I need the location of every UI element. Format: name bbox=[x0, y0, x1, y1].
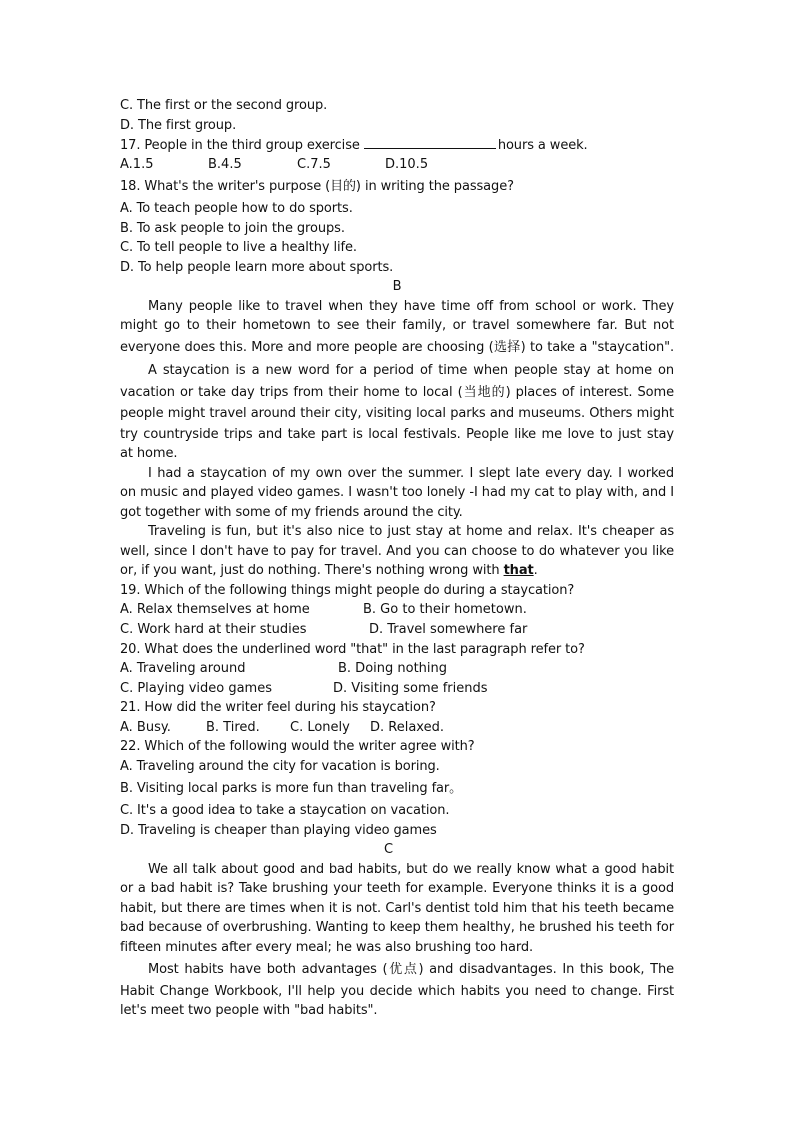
underlined-word-that: that bbox=[503, 563, 534, 578]
q17-option-a: A.1.5 bbox=[120, 157, 154, 172]
passage-c-p2-line: let's meet two people with "bad habits". bbox=[120, 1003, 378, 1018]
passage-b-p4-line: well, since I don't have to pay for travel. And you can choose to do whatever you like bbox=[120, 544, 674, 559]
q18-option-a: A. To teach people how to do sports. bbox=[120, 201, 353, 216]
q21-option-a: A. Busy. bbox=[120, 720, 171, 735]
q20-option-c: C. Playing video games bbox=[120, 681, 272, 696]
q16-option-d: D. The first group. bbox=[120, 118, 237, 133]
q21-option-b: B. Tired. bbox=[206, 720, 260, 735]
q18-option-c: C. To tell people to live a healthy life. bbox=[120, 240, 357, 255]
q22-option-c: C. It's a good idea to take a staycation on vacation. bbox=[120, 803, 450, 818]
q18-option-d: D. To help people learn more about sports. bbox=[120, 260, 394, 275]
passage-b-p1-line: Many people like to travel when they have time off from school or work. They bbox=[148, 299, 674, 314]
section-c-heading: C bbox=[384, 842, 393, 857]
q20-option-b: B. Doing nothing bbox=[338, 661, 448, 676]
p4-last-before: or, if you want, just do nothing. There's nothing wrong with bbox=[120, 563, 504, 578]
q19-option-b: B. Go to their hometown. bbox=[363, 602, 527, 617]
passage-b-p2-line: at home. bbox=[120, 446, 178, 461]
passage-c-p1-line: bad because of overbrushing. Wanting to keep them healthy, he brushed his teeth for bbox=[120, 920, 674, 935]
passage-b-p3-line: I had a staycation of my own over the summer. I slept late every day. I worked bbox=[148, 466, 674, 481]
q17-option-b: B.4.5 bbox=[208, 157, 242, 172]
q17-stem-after: hours a week. bbox=[497, 138, 588, 153]
passage-b-p3-line: on music and played video games. I wasn't too lonely -I had my cat to play with, and I bbox=[120, 485, 674, 500]
passage-b-p1-line: everyone does this. More and more people are choosing (选择) to take a "staycation". bbox=[120, 340, 674, 355]
passage-c-p1-line: We all talk about good and bad habits, but do we really know what a good habit bbox=[148, 862, 674, 877]
q18-stem: 18. What's the writer's purpose (目的) in writing the passage? bbox=[120, 179, 514, 194]
passage-b-p4-line: Traveling is fun, but it's also nice to just stay at home and relax. It's cheaper as bbox=[148, 524, 674, 539]
passage-c-p2-line: Most habits have both advantages (优点) and disadvantages. In this book, The bbox=[148, 962, 674, 977]
q21-option-c: C. Lonely bbox=[290, 720, 350, 735]
passage-b-p2-line: vacation or take day trips from their home to local (当地的) places of interest. Some bbox=[120, 385, 674, 400]
q21-option-d: D. Relaxed. bbox=[370, 720, 444, 735]
q20-option-a: A. Traveling around bbox=[120, 661, 246, 676]
passage-b-p2-line: try countryside trips and take part is local festivals. People like me love to just stay bbox=[120, 427, 674, 442]
q17-stem-before: 17. People in the third group exercise bbox=[120, 138, 364, 153]
q20-stem: 20. What does the underlined word "that" in the last paragraph refer to? bbox=[120, 642, 585, 657]
passage-b-p3-line: got together with some of my friends around the city. bbox=[120, 505, 463, 520]
q17-option-d: D.10.5 bbox=[385, 157, 429, 172]
answer-blank bbox=[364, 137, 496, 149]
passage-c-p1-line: habit, but there are times when it is not. Carl's dentist told him that his teeth became bbox=[120, 901, 674, 916]
passage-b-p2-line: people might travel around their city, visiting local parks and museums. Others might bbox=[120, 406, 674, 421]
passage-b-p1-line: might go to their hometown to see their family, or travel somewhere far. But not bbox=[120, 318, 674, 333]
passage-b-p4-line bbox=[120, 563, 674, 579]
passage-b-p2-line: A staycation is a new word for a period of time when people stay at home on bbox=[148, 363, 674, 378]
q16-option-c: C. The first or the second group. bbox=[120, 98, 328, 113]
q19-stem: 19. Which of the following things might people do during a staycation? bbox=[120, 583, 575, 598]
passage-c-p1-line: fifteen minutes after every meal; he was also brushing too hard. bbox=[120, 940, 534, 955]
passage-c-p1-line: or a bad habit is? Take brushing your teeth for example. Everyone thinks it is a good bbox=[120, 881, 674, 896]
q17-option-c: C.7.5 bbox=[297, 157, 331, 172]
q18-option-b: B. To ask people to join the groups. bbox=[120, 221, 345, 236]
q17-stem bbox=[120, 137, 674, 154]
q19-option-d: D. Travel somewhere far bbox=[369, 622, 528, 637]
q22-stem: 22. Which of the following would the writer agree with? bbox=[120, 739, 475, 754]
section-b-heading: B bbox=[392, 279, 402, 294]
q21-stem: 21. How did the writer feel during his staycation? bbox=[120, 700, 436, 715]
q22-option-b: B. Visiting local parks is more fun than traveling far。 bbox=[120, 781, 463, 796]
passage-c-p2-line: Habit Change Workbook, I'll help you decide which habits you need to change. First bbox=[120, 984, 674, 999]
q22-option-d: D. Traveling is cheaper than playing video games bbox=[120, 823, 437, 838]
q22-option-a: A. Traveling around the city for vacation is boring. bbox=[120, 759, 440, 774]
p4-last-after: . bbox=[533, 563, 538, 578]
q19-option-c: C. Work hard at their studies bbox=[120, 622, 307, 637]
q20-option-d: D. Visiting some friends bbox=[333, 681, 488, 696]
q19-option-a: A. Relax themselves at home bbox=[120, 602, 310, 617]
